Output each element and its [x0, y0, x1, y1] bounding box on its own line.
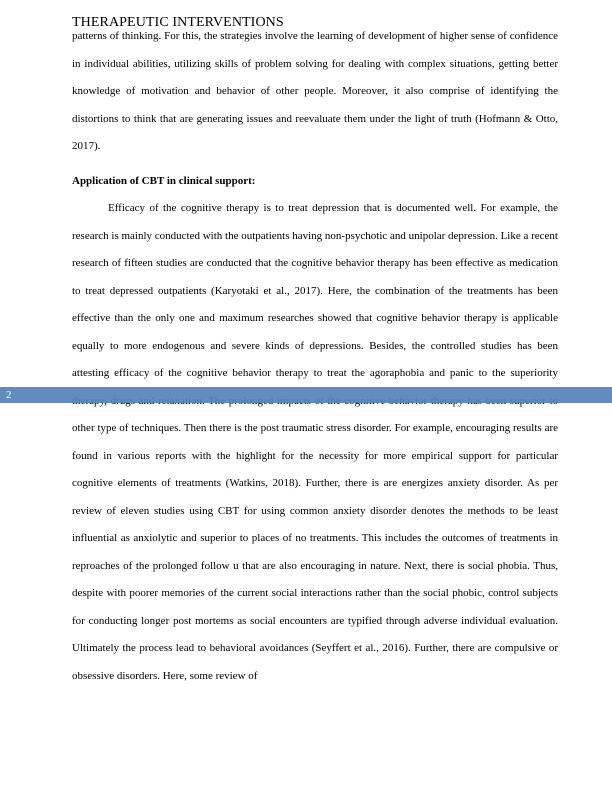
section-heading: Application of CBT in clinical support: — [72, 174, 256, 187]
paragraph-body: Efficacy of the cognitive therapy is to treat depression that is documented well. For example, the research is mainly conducted with the outpatients having non-psychotic and unipolar depression. Like a recent research of fifteen studies are conducted that the cognitive behavior therapy has been effective as medication to treat depressed outpatients (Karyotaki et al., 2017). Here, the combination of the treatments has been effective than the only one and maximum researches showed that cognitive behavior therapy is applicable equally to more endogenous and severe kinds of depressions. Besides, the controlled studies has been attesting efficacy of the cognitive behavior therapy to treat the agoraphobia and panic to the superiority other type of techniques. Then there is the post traumatic stress disorder. For example, encouraging results are found in various reports with the highlight for the necessity for more empirical support for particular cognitive elements of treatments (Watkins, 2018). Further, there is are energizes anxiety disorder. As per review of eleven studies using CBT for using common anxiety disorder denotes the methods to be least influential as anxiolytic and superior to places of no treatments. This includes the outcomes of treatments in reproaches of the prolonged follow u that are also encouraging in nature. Next, there is social phobia. Thus, despite with poorer memories of the current social interactions rather than the social phobic, control subjects for conducting longer post mortems as social encounters are typified through adverse individual evaluation. Ultimately the process lead to behavioral avoidances (Seyffert et al., 2016). Further, there are compulsive or obsessive disorders. Here, some review of — [72, 202, 558, 682]
page-number: 2 — [6, 389, 12, 401]
paragraph-continuation: patterns of thinking. For this, the strategies involve the learning of development of higher sense of confidence in individual abilities, utilizing skills of problem solving for dealing with complex situations, getting better knowledge of motivation and behavior of other people. Moreover, it also comprise of identifying the distortions to think that are generating issues and reevaluate them under the light of truth (Hofmann & Otto, 2017). — [72, 30, 558, 152]
running-head: THERAPEUTIC INTERVENTIONS — [72, 15, 284, 30]
document-body — [72, 23, 558, 690]
page-number-band — [0, 387, 612, 403]
